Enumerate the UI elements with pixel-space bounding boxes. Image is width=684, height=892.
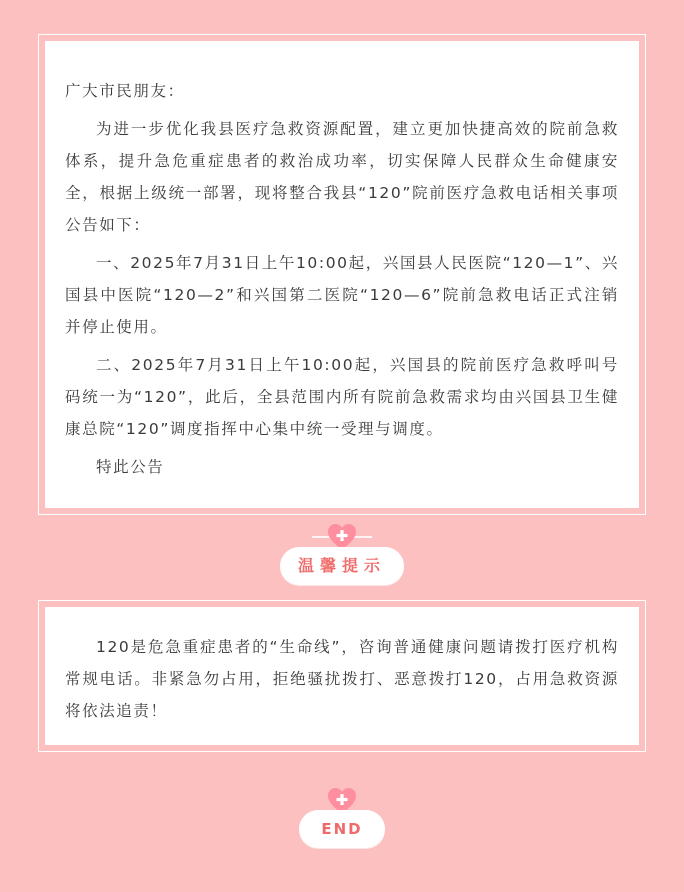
notice-card — [38, 34, 646, 515]
notice-card-body — [45, 41, 639, 508]
notice-greeting: 广大市民朋友： — [65, 82, 185, 100]
tip-card — [38, 600, 646, 752]
notice-item-2: 二、2025年7月31日上午10:00起，兴国县的院前医疗急救呼叫号码统一为“120”，此后，全县范围内所有院前急救需求均由兴国县卫生健康总院“120”调度指挥中心集中统一受理与调度。 — [65, 356, 619, 438]
tip-badge-label: 温馨提示 — [280, 547, 404, 585]
tip-card-body — [45, 607, 639, 745]
notice-intro: 为进一步优化我县医疗急救资源配置，建立更加快捷高效的院前急救体系，提升急危重症患者的救治成功率，切实保障人民群众生命健康安全，根据上级统一部署，现将整合我县“120”院前医疗急救电话相关事项公告如下： — [65, 120, 619, 234]
end-badge-label: END — [299, 810, 385, 848]
tip-text: 120是危急重症患者的“生命线”，咨询普通健康问题请拨打医疗机构常规电话。非紧急勿占用，拒绝骚扰拨打、恶意拨打120，占用急救资源将依法追责！ — [65, 638, 619, 720]
notice-item-1: 一、2025年7月31日上午10:00起，兴国县人民医院“120—1”、兴国县中医院“120—2”和兴国第二医院“120—6”院前急救电话正式注销并停止使用。 — [65, 254, 619, 336]
notice-closing: 特此公告 — [96, 458, 165, 476]
